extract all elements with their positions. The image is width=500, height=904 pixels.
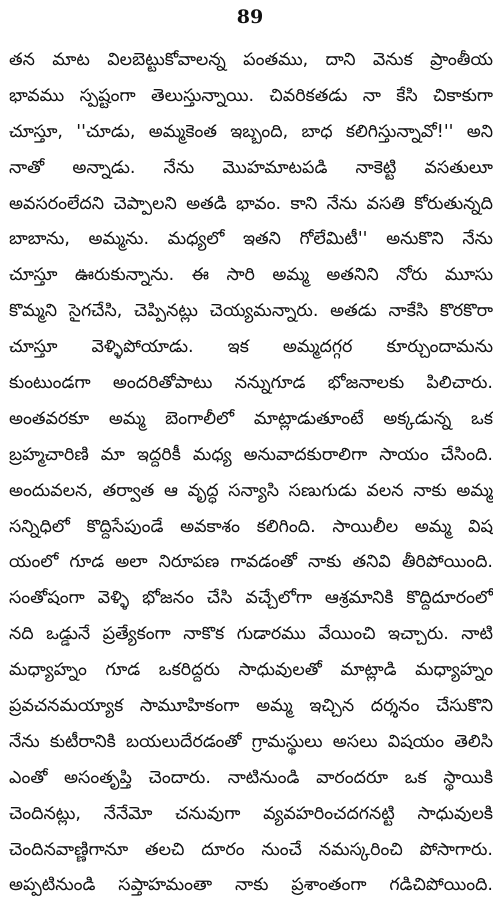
text-line: కొమ్మని సైగచేసి, చెప్పినట్లు చెయ్యమన్నారు. అతడు నాకేసి కొరకొరా (9, 301, 493, 322)
text-line: నది ఒడ్డునే ప్రత్యేకంగా నాకొక గుడారము వేయించి ఇచ్చారు. నాటి (9, 624, 493, 645)
text-line: చూస్తూ, ''చూడు, అమ్మకెంత ఇబ్బంది, బాధ కలిగిస్తున్నావో!'' అని (9, 121, 493, 142)
text-line: చెందినట్లు, నేనేమో చనువుగా వ్యవహరించదగనట్టి సాధువులకి (9, 803, 493, 824)
text-line: ఎంతో అసంతృప్తి చెందారు. నాటినుండి వారందరూ ఒక స్థాయికి (9, 767, 493, 788)
text-line: అవసరంలేదని చెప్పాలని అతడి భావం. కాని నేను వసతి కోరుతున్నది (9, 193, 493, 214)
text-line: బ్రహ్మచారిణి మా ఇద్దరికీ మధ్య అనువాదకురాలిగా సాయం చేసింది. (9, 444, 493, 465)
text-line: కుంటుండగా అందరితోపాటు నన్నుగూడ భోజనాలకు పిలిచారు. (9, 373, 493, 394)
text-line: నాతో అన్నాడు. నేను మొహమాటపడి నాకెట్టి వసతులూ (9, 157, 493, 178)
text-line: తన మాట విలబెట్టుకోవాలన్న పంతము, దాని వెనుక ప్రాంతీయ (9, 50, 493, 70)
text-line: భావము స్పష్టంగా తెలుస్తున్నాయి. చివరికతడు నా కేసి చికాకుగా (9, 85, 493, 106)
body-text (9, 43, 493, 904)
text-line: సంతోషంగా వెళ్ళి భోజనం చేసి వచ్చేలోగా ఆశ్రమానికి కొద్దిదూరంలో (9, 588, 493, 609)
text-line: ప్రవచనమయ్యాక సామూహికంగా అమ్మ ఇచ్చిన దర్శనం చేసుకొని (9, 696, 493, 717)
text-line: నేను కుటీరానికి బయలుదేరడంతో గ్రామస్థులు అసలు విషయం తెలిసి (9, 731, 493, 752)
text-line: బాబాను, అమ్మను. మధ్యలో ఇతని గోలేమిటీ'' అనుకొని నేను (9, 229, 493, 250)
text-line: చూస్తూ ఊరుకున్నాను. ఈ సారి అమ్మ అతనిని నోరు మూసు (9, 265, 493, 286)
text-line: మధ్యాహ్నం గూడ ఒకరిద్దరు సాధువులతో మాట్లాడి మధ్యాహ్నం (9, 660, 493, 681)
page-number: 89 (236, 6, 264, 28)
text-line: చెందినవాణ్ణిగానూ తలచి దూరం నుంచే నమస్కరించి పోసాగారు. (9, 839, 493, 860)
text-line: యంలో గూడ అలా నిరూపణ గావడంతో నాకు తనివి తీరిపోయింది. (9, 552, 493, 573)
text-line: అందువలన, తర్వాత ఆ వృద్ధ సన్యాసి సణుగుడు వలన నాకు అమ్మ (9, 480, 493, 501)
text-line: అంతవరకూ అమ్మ బెంగాలీలో మాట్లాడుతూంటే అక్కడున్న ఒక (9, 408, 493, 429)
text-line: చూస్తూ వెళ్ళిపోయాడు. ఇక అమ్మదగ్గర కూర్చుందామను (9, 337, 493, 358)
text-line: అప్పటినుండి సప్తాహమంతా నాకు ప్రశాంతంగా గడిచిపోయింది. (9, 875, 493, 896)
text-line: సన్నిధిలో కొద్దిసేపుండే అవకాశం కలిగింది. సాయిలీల అమ్మ విష (9, 516, 493, 537)
